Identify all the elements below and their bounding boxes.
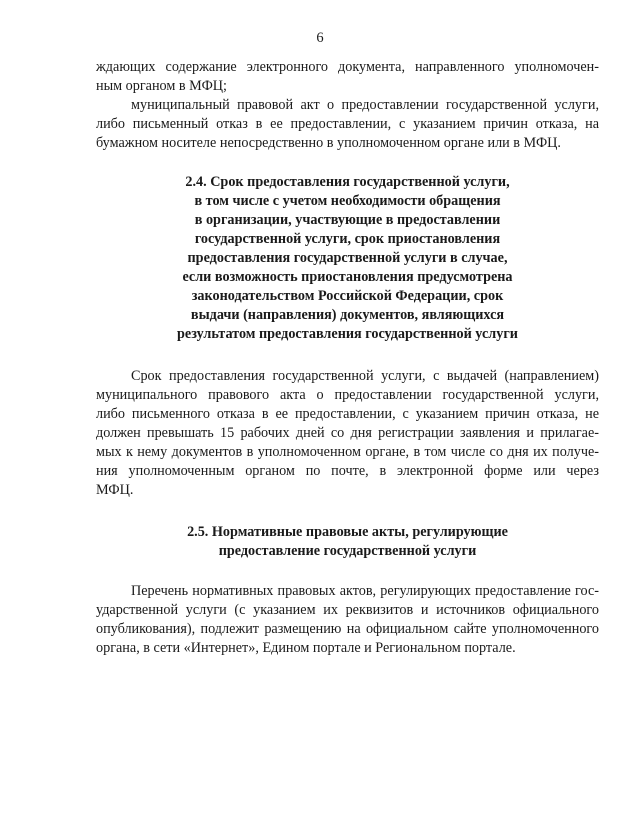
text-line: МФЦ.: [96, 482, 134, 498]
section-2-4-paragraph: [96, 367, 599, 500]
section-2-4-heading: [96, 173, 599, 344]
text-line: Перечень нормативных правовых актов, регулирующих предоставление гос-: [131, 583, 599, 599]
heading-line: выдачи (направления) документов, являющихся: [190, 307, 505, 323]
heading-line: результатом предоставления государственной услуги: [177, 326, 518, 342]
heading-line: если возможность приостановления предусмотрена: [182, 269, 513, 285]
text-line: опубликования), подлежит размещению на официальном сайте уполномоченного: [96, 621, 599, 637]
text-line: бумажном носителе непосредственно в уполномоченном органе или в МФЦ.: [96, 135, 561, 151]
heading-line: 2.4. Срок предоставления государственной услуги,: [185, 174, 510, 190]
text-line: либо письменного отказа в ее предоставлении, с указанием причин отказа, не: [96, 406, 599, 422]
page-number: 6: [316, 30, 324, 46]
intro-paragraph-2: [96, 96, 599, 153]
text-line: ным органом в МФЦ;: [96, 78, 227, 94]
text-line: либо письменный отказ в ее предоставлении, с указанием причин отказа, на: [96, 116, 599, 132]
heading-line: предоставления государственной услуги в случае,: [187, 250, 508, 266]
heading-line: законодательством Российской Федерации, срок: [191, 288, 504, 304]
text-line: ждающих содержание электронного документа, направленного уполномочен-: [96, 59, 599, 75]
text-line: ударственной услуги (с указанием их реквизитов и источников официального: [96, 602, 599, 618]
section-2-5-paragraph: [96, 582, 599, 658]
text-line: мых к нему документов в уполномоченном органе, в том числе со дня их получе-: [96, 444, 599, 460]
heading-line: государственной услуги, срок приостановления: [194, 231, 501, 247]
text-line: должен превышать 15 рабочих дней со дня регистрации заявления и прилагае-: [96, 425, 599, 441]
heading-line: предоставление государственной услуги: [218, 543, 477, 559]
text-line: органа, в сети «Интернет», Едином портале и Региональном портале.: [96, 640, 516, 656]
intro-paragraph-1: [96, 58, 599, 96]
text-line: муниципального правового акта о предоставлении государственной услуги,: [96, 387, 599, 403]
heading-line: 2.5. Нормативные правовые акты, регулирующие: [187, 524, 508, 540]
document-body: [96, 58, 599, 658]
section-2-5-heading: [96, 523, 599, 561]
heading-line: в организации, участвующие в предоставлении: [194, 212, 501, 228]
text-line: муниципальный правовой акт о предоставлении государственной услуги,: [131, 97, 599, 113]
text-line: ния уполномоченным органом по почте, в электронной форме или через: [96, 463, 599, 479]
text-line: Срок предоставления государственной услуги, с выдачей (направлением): [131, 368, 599, 384]
heading-line: в том числе с учетом необходимости обращения: [194, 193, 501, 209]
